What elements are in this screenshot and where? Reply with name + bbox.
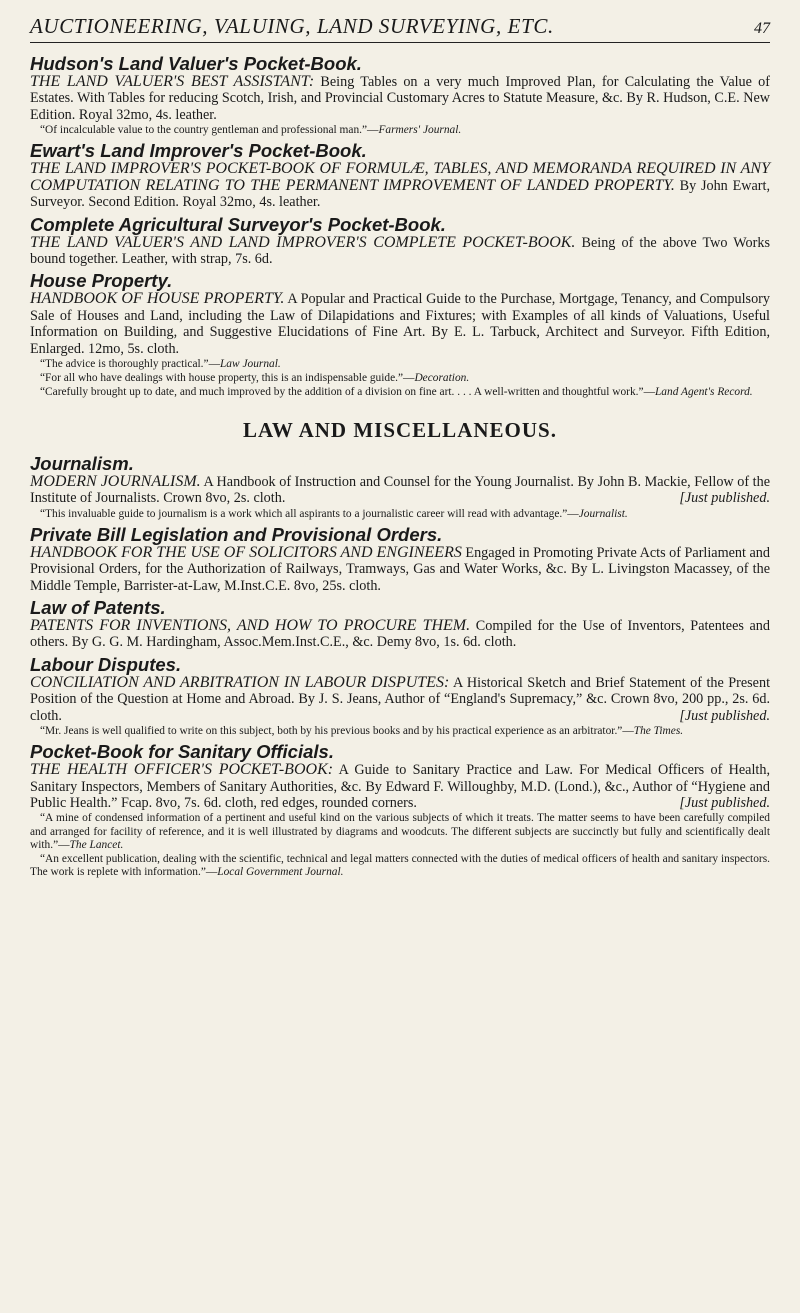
publication-note: [Just published.	[679, 794, 770, 811]
catalogue-entry	[30, 597, 770, 651]
review-quote	[30, 386, 770, 399]
quote-text: “Mr. Jeans is well qualified to write on this subject, both by his previous books and by his practical experience as an arbitrator.”—	[40, 724, 634, 737]
book-description: A Popular and Practical Guide to the Purchase, Mortgage, Tenancy, and Compulsory Sale of Houses and Land, including the Law of Dilapidations and Fixtures; with Examples of all kinds of Valuations, Useful Information on Building, and Suggestive Elucidations of Fine Art. By E. L. Tarbuck, Architect and Surveyor. Fifth Edition, Enlarged. 12mo, 5s. cloth.	[30, 291, 770, 357]
quote-text: “An excellent publication, dealing with the scientific, technical and legal matters connected with the duties of medical officers of health and sanitary inspectors. The work is replete with information.”—	[30, 852, 770, 879]
entry-heading: Hudson's Land Valuer's Pocket-Book.	[30, 53, 362, 74]
running-title: AUCTIONEERING, VALUING, LAND SURVEYING, ETC.	[30, 14, 554, 38]
book-title: THE HEALTH OFFICER'S POCKET-BOOK:	[30, 761, 334, 779]
entry-body	[30, 235, 770, 268]
entry-body	[30, 474, 770, 507]
entry-heading: Pocket-Book for Sanitary Officials.	[30, 741, 334, 763]
review-quote	[30, 372, 770, 385]
review-quote	[30, 124, 770, 137]
book-description: Being of the above Two Works bound together. Leather, with strap, 7s. 6d.	[30, 234, 770, 268]
quote-source: Local Government Journal.	[217, 866, 344, 879]
entry-heading: Complete Agricultural Surveyor's Pocket-Book.	[30, 213, 446, 235]
quote-text: “Carefully brought up to date, and much improved by the addition of a division on fine art. . . . A well-written and thoughtful work.”—	[40, 386, 655, 399]
book-title: THE LAND IMPROVER'S POCKET-BOOK OF FORMULÆ, TABLES, AND MEMORANDA REQUIRED IN ANY COMPUTATION RELATING TO THE PERMANENT IMPROVEMENT OF LANDED PROPERTY.	[30, 160, 770, 194]
entry-body	[30, 618, 770, 651]
quote-text: “A mine of condensed information of a pertinent and useful kind on the various subjects of which it treats. The matter seems to have been carefully compiled and arranged for facility of reference, and it is well illustrated by diagrams and woodcuts. The different subjects are succinctly but fully and scientifically dealt with.”—	[30, 812, 770, 851]
publication-note: [Just published.	[679, 490, 770, 507]
quote-text: “Of incalculable value to the country gentleman and professional man.”—	[40, 124, 379, 137]
book-description: Compiled for the Use of Inventors, Patentees and others. By G. G. M. Hardingham, Assoc.Mem.Inst.C.E., &c. Demy 8vo, 1s. 6d. cloth.	[30, 617, 770, 651]
catalogue-entry	[30, 214, 770, 268]
quote-source: Journalist.	[578, 507, 628, 520]
entry-body	[30, 762, 770, 811]
entry-heading: Labour Disputes.	[30, 653, 182, 675]
section-heading: LAW AND MISCELLANEOUS.	[243, 417, 557, 442]
review-quote	[30, 812, 770, 852]
catalogue-entry	[30, 270, 770, 399]
review-quote	[30, 725, 770, 738]
quote-source: Farmers' Journal.	[378, 124, 462, 137]
catalogue-entry	[30, 140, 770, 210]
entry-body	[30, 161, 770, 210]
catalogue-entry	[30, 741, 770, 879]
entry-body	[30, 545, 770, 594]
entry-heading: Private Bill Legislation and Provisional Orders.	[30, 523, 443, 545]
quote-text: “This invaluable guide to journalism is a work which all aspirants to a journalistic career will read with advantage.”—	[40, 507, 579, 520]
quote-source: The Lancet.	[69, 838, 124, 851]
review-quote	[30, 358, 770, 371]
catalogue-entry	[30, 53, 770, 137]
quote-source: The Times.	[633, 724, 684, 737]
quote-source: Decoration.	[414, 372, 470, 385]
book-title: THE LAND VALUER'S BEST ASSISTANT:	[30, 73, 315, 90]
book-title: THE LAND VALUER'S AND LAND IMPROVER'S COMPLETE POCKET-BOOK.	[30, 233, 576, 251]
book-title: HANDBOOK OF HOUSE PROPERTY.	[30, 290, 285, 308]
quote-source: Law Journal.	[219, 358, 281, 371]
entry-body	[30, 291, 770, 357]
quote-text: “For all who have dealings with house property, this is an indispensable guide.”—	[40, 372, 415, 385]
entry-heading: House Property.	[30, 270, 173, 292]
catalogue-entry	[30, 524, 770, 594]
quote-source: Land Agent's Record.	[654, 386, 753, 399]
entry-heading: Law of Patents.	[30, 596, 166, 618]
book-description: Being Tables on a very much Improved Plan, for Calculating the Value of Estates. With Tables for reducing Scotch, Irish, and Provincial Customary Acres to Statute Measure, &c. By R. Hudson, C.E. New Edition. Royal 32mo, 4s. leather.	[30, 74, 771, 123]
entry-body	[30, 675, 770, 724]
book-title: PATENTS FOR INVENTIONS, AND HOW TO PROCURE THEM.	[30, 616, 471, 634]
quote-text: “The advice is thoroughly practical.”—	[40, 358, 220, 371]
book-description: A Historical Sketch and Brief Statement of the Present Position of the Question at Home and Abroad. By J. S. Jeans, Author of “England's Supremacy,” &c. Crown 8vo, 200 pp., 2s. 6d. cloth.	[30, 674, 771, 724]
entry-heading: Journalism.	[30, 452, 134, 474]
book-description: By John Ewart, Surveyor. Second Edition. Royal 32mo, 4s. leather.	[30, 177, 770, 211]
catalogue-entry	[30, 453, 770, 521]
book-title: HANDBOOK FOR THE USE OF SOLICITORS AND ENGINEERS	[30, 543, 462, 561]
book-description: Engaged in Promoting Private Acts of Parliament and Provisional Orders, for the Authorization of Railways, Tramways, Gas and Water Works, &c. By L. Livingston Macassey, of the Middle Temple, Barrister-at-Law, M.Inst.C.E. 8vo, 25s. cloth.	[30, 544, 770, 594]
running-header	[30, 14, 770, 43]
catalogue-entry	[30, 654, 770, 738]
page-number: 47	[754, 20, 770, 37]
entries-bottom	[30, 453, 770, 880]
entry-body	[30, 74, 770, 123]
book-title: CONCILIATION AND ARBITRATION IN LABOUR DISPUTES:	[30, 673, 450, 691]
publication-note: [Just published.	[679, 707, 770, 724]
book-description: A Handbook of Instruction and Counsel for the Young Journalist. By John B. Mackie, Fellow of the Institute of Journalists. Crown 8vo, 2s. cloth.	[30, 473, 771, 507]
review-quote	[30, 853, 770, 879]
entries-top	[30, 53, 770, 400]
book-title: MODERN JOURNALISM.	[30, 472, 201, 490]
review-quote	[30, 508, 770, 521]
book-description: A Guide to Sanitary Practice and Law. For Medical Officers of Health, Sanitary Inspectors, Members of Sanitary Authorities, &c. By Edward F. Willoughby, M.D. (Lond.), &c., Author of “Hygiene and Public Health.” Fcap. 8vo, 7s. 6d. cloth, red edges, rounded corners.	[30, 762, 770, 811]
entry-heading: Ewart's Land Improver's Pocket-Book.	[30, 140, 367, 162]
